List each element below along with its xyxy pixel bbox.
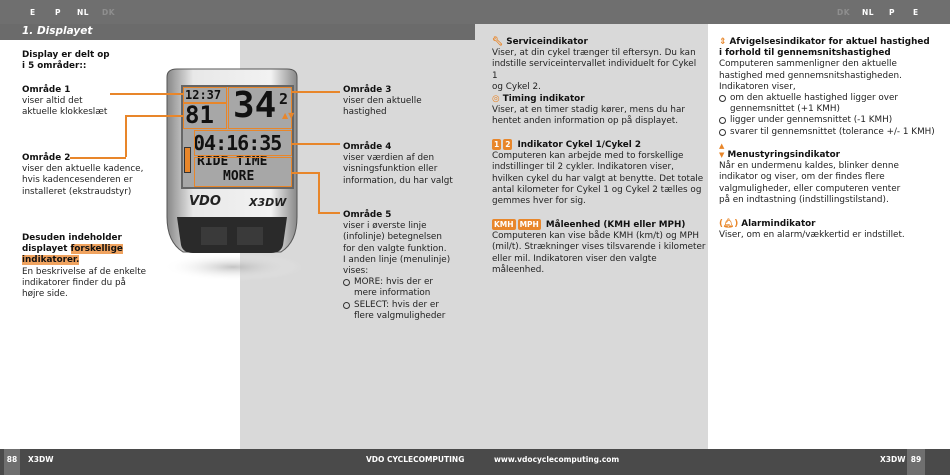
lang-dk: DK [102, 8, 116, 17]
lang-e: E [30, 8, 36, 17]
service-block: 🔧︎ Serviceindikator Viser, at din cykel trænger til eftersyn. Du kan indstille serviceintervallet individuelt for Cykel 1 og Cykel 2. [492, 37, 697, 92]
footer-url: www.vdocyclecomputing.com [494, 455, 620, 464]
device-model: X3DW [249, 196, 287, 209]
area1-title: Område 1 [22, 85, 71, 95]
mph-icon: MPH [519, 220, 539, 229]
area1-block: Område 1 viser altid det aktuelle klokkeslæt [22, 85, 162, 119]
right-page [475, 0, 950, 475]
lcd-arrow-icon: ▲▼ [282, 111, 295, 120]
bike2-icon: 2 [505, 140, 511, 149]
deviation-block: ⇕ Afvigelsesindikator for aktuel hastighed i forhold til gennemsnitshastighed Computeren sammenligner den aktuelle hastighed med gennemsnitshastigheden. Indikatoren viser, om den aktuelle hastighed ligger over gennemsnittet (+1 KMH) ligger under gennemsnittet (-1 KMH) svarer til gennemsnittet (tolerance +/- 1 KMH) [719, 37, 947, 138]
lang-p: P [889, 8, 895, 17]
alarm-bell-icon: (🔔︎) [719, 219, 739, 229]
callout-area3 [228, 87, 295, 129]
footer-brand: VDO CYCLECOMPUTING [366, 455, 465, 464]
area5-block: Område 5 viser i øverste linje (infolinje) betegnelsen for den valgte funktion. I anden linje (menulinje) vises: MORE: hvis der er mere information SELECT: hvis der er flere valgmuligheder [343, 210, 471, 322]
lcd-speed: 34 [233, 85, 277, 126]
lang-e: E [913, 8, 919, 17]
device-brand: VDO [189, 194, 221, 209]
footer-model-left: X3DW [28, 455, 54, 464]
bullet-icon [719, 129, 726, 136]
up-down-arrow-icon: ⇕ [719, 37, 727, 47]
lang-nl: NL [77, 8, 90, 17]
stopwatch-icon: ◎ [492, 94, 500, 104]
language-bar [0, 0, 475, 24]
lang-dk: DK [837, 8, 851, 17]
area5-bullet-more: MORE: hvis der er mere information [343, 277, 471, 299]
unit-block: KMH MPH Måleenhed (KMH eller MPH) Computeren kan vise både KMH (km/t) og MPH (mil/t). Strækninger vises tilsvarende i kilometer eller mil. Indikatoren viser den valgte måleenhed. [492, 220, 706, 275]
lcd-time: 04:16:35 [193, 131, 282, 155]
language-bar-right [475, 0, 950, 24]
area3-block: Område 3 viser den aktuelle hastighed [343, 85, 468, 119]
kmh-icon: KMH [494, 220, 514, 229]
line-area5-h2 [318, 212, 340, 214]
line-area2-h [125, 115, 183, 117]
intro-text: Display er delt op i 5 områder:: [22, 50, 110, 72]
right-footer [475, 449, 950, 475]
bike-block: 1 2 Indikator Cykel 1/Cykel 2 Computeren kan arbejde med to forskellige indstillinger til 2 cykler. Indikatoren viser, hvilken cykel du har valgt at benytte. Det totale antal kilometer for Cykel 1 og Cykel 2 tælles og gemmes hver for sig. [492, 140, 704, 207]
lcd-cadence: 81 [185, 101, 214, 129]
lang-nl: NL [862, 8, 875, 17]
lcd-speed-decimal: 2 [279, 90, 289, 108]
lcd-menu-line: MORE [223, 169, 255, 184]
menu-block: ▲ ▼ Menustyringsindikator Når en undermenu kaldes, blinker denne indikator og viser, om der findes flere valgmuligheder, eller computeren venter på en indtastning (indstillingstilstand). [719, 142, 947, 206]
area2-block: Område 2 viser den aktuelle kadence, hvis kadencesenderen er installeret (ekstraudstyr) [22, 153, 162, 198]
line-area3 [292, 91, 340, 93]
timing-block: ◎ Timing indikator Viser, at en timer stadig kører, mens du har hentet anden information op på displayet. [492, 94, 686, 127]
alarm-block: (🔔︎) Alarmindikator Viser, om en alarm/vækkertid er indstillet. [719, 219, 905, 241]
page-number-left: 88 [4, 449, 20, 475]
deviation-bullet-under: ligger under gennemsnittet (-1 KMH) [719, 115, 947, 126]
line-area1 [110, 93, 183, 95]
callout-area4 [194, 130, 292, 156]
page-number-right: 89 [907, 449, 925, 475]
callout-area2 [183, 103, 227, 129]
wrench-icon: 🔧︎ [492, 37, 504, 47]
line-area2-h2 [70, 157, 126, 159]
section-title: 1. Displayet [22, 25, 93, 37]
deviation-bullet-over: om den aktuelle hastighed ligger over gennemsnittet (+1 KMH) [719, 93, 947, 115]
bullet-icon [719, 117, 726, 124]
bullet-icon [343, 302, 350, 309]
lcd-indicator-icons [184, 147, 191, 173]
callout-area1 [183, 87, 227, 103]
bullet-icon [719, 95, 726, 102]
lcd-clock: 12:37 [185, 88, 222, 102]
menu-down-icon: ▼ [719, 151, 725, 159]
lcd-info-line: RIDE TIME [197, 154, 268, 169]
area4-block: Område 4 viser værdien af den visningsfunktion eller information, du har valgt [343, 142, 471, 187]
footer-model-right: X3DW [880, 455, 906, 464]
area2-title: Område 2 [22, 153, 71, 163]
area5-bullet-select: SELECT: hvis der er flere valgmuligheder [343, 300, 471, 322]
bike1-icon: 1 [494, 140, 500, 149]
deviation-bullet-equal: svarer til gennemsnittet (tolerance +/- 1 KMH) [719, 127, 947, 138]
extra-block: Desuden indeholder displayet forskellige indikatorer. En beskrivelse af de enkelte indikatorer finder du på højre side. [22, 233, 147, 300]
callout-area5 [194, 157, 292, 187]
line-area5-h [292, 172, 318, 174]
section-header [0, 24, 475, 40]
lang-p: P [55, 8, 61, 17]
left-footer [0, 449, 475, 475]
line-area2-v [125, 115, 127, 157]
area4-title: Område 4 [343, 142, 392, 152]
area5-title: Område 5 [343, 210, 392, 220]
area3-title: Område 3 [343, 85, 392, 95]
line-area5-v [318, 172, 320, 212]
bullet-icon [343, 279, 350, 286]
menu-up-icon: ▲ [719, 142, 725, 150]
line-area4 [292, 143, 340, 145]
